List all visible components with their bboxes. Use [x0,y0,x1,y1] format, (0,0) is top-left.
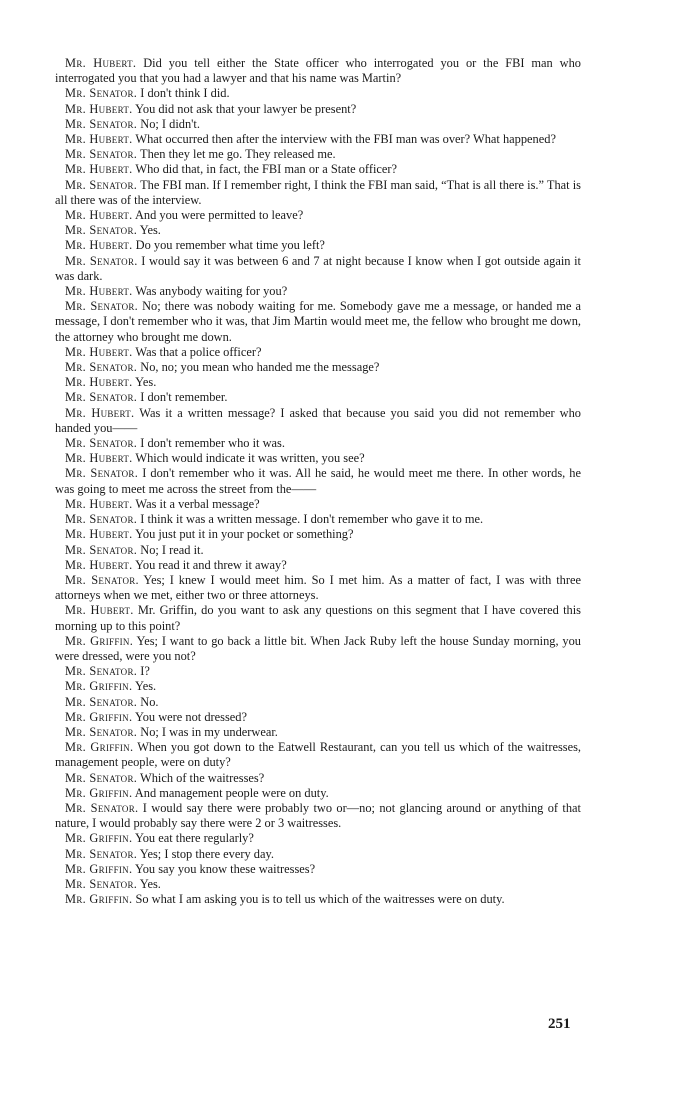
utterance-text: No; I was in my underwear. [140,724,278,739]
testimony-paragraph [55,117,581,132]
utterance-text: Yes; I stop there every day. [139,846,274,861]
testimony-paragraph [55,360,581,375]
speaker-name: Mr. Hubert. [65,375,133,390]
utterance-text: Which of the waitresses? [140,770,265,785]
testimony-paragraph [55,132,581,147]
utterance-text: Yes; I knew I would meet him. So I met him. As a matter of fact, I was with three attorneys when we met, either two or three attorneys. [55,572,582,603]
testimony-paragraph [55,162,581,177]
utterance-text: You were not dressed? [135,709,247,724]
utterance-text: I don't remember. [140,390,228,405]
utterance-text: Yes. [135,679,157,694]
testimony-paragraph [55,102,581,117]
utterance-text: I don't remember who it was. All he said, he would meet me there. In other words, he was going to meet me across the street from the—— [55,466,581,496]
speaker-name: Mr. Senator. [65,466,139,481]
utterance-text: What occurred then after the interview with the FBI man was over? What happened? [135,132,556,147]
speaker-name: Mr. Senator. [65,664,138,679]
testimony-paragraph [55,695,581,710]
speaker-name: Mr. Griffin. [65,861,133,876]
testimony-paragraph [55,451,581,466]
page-number: 251 [548,1016,571,1032]
utterance-text: So what I am asking you is to tell us which of the waitresses were on duty. [135,892,505,907]
utterance-text: No; there was nobody waiting for me. Somebody gave me a message, or handed me a message, I don't remember who it was, that Jim Martin would meet me, the fellow who brought me down, the attorney who brought me down. [55,299,581,344]
testimony-paragraph [55,299,581,345]
testimony-paragraph [55,345,581,360]
testimony-paragraph [55,375,581,390]
testimony-paragraph [55,527,581,542]
speaker-name: Mr. Senator. [65,147,138,162]
speaker-name: Mr. Senator. [65,724,138,739]
utterance-text: I don't remember who it was. [140,436,285,451]
utterance-text: Do you remember what time you left? [135,238,325,253]
speaker-name: Mr. Hubert. [65,162,133,177]
utterance-text: Yes. [139,876,161,891]
speaker-name: Mr. Senator. [65,572,139,587]
speaker-name: Mr. Hubert. [65,405,135,420]
testimony-paragraph [55,406,581,436]
utterance-text: I would say it was between 6 and 7 at night because I know when I got outside again it was dark. [55,253,581,283]
testimony-paragraph [55,86,581,101]
testimony-paragraph [55,543,581,558]
speaker-name: Mr. Griffin. [65,740,134,755]
speaker-name: Mr. Hubert. [65,344,133,359]
testimony-paragraph [55,147,581,162]
testimony-paragraph [55,512,581,527]
utterance-text: Then they let me go. They released me. [140,147,336,162]
utterance-text: Mr. Griffin, do you want to ask any questions on this segment that I have covered this morning up to this point? [55,603,581,633]
speaker-name: Mr. Griffin. [65,892,133,907]
utterance-text: I think it was a written message. I don't remember who gave it to me. [140,512,484,527]
utterance-text: And you were permitted to leave? [134,208,304,223]
speaker-name: Mr. Senator. [65,800,139,815]
speaker-name: Mr. Senator. [65,694,138,709]
speaker-name: Mr. Senator. [65,299,139,314]
testimony-paragraph [55,740,581,770]
testimony-paragraph [55,497,581,512]
utterance-text: I don't think I did. [140,86,230,101]
testimony-paragraph [55,558,581,573]
utterance-text: When you got down to the Eatwell Restaurant, can you tell us which of the waitresses, management people, were on duty? [55,740,582,770]
testimony-paragraph [55,284,581,299]
speaker-name: Mr. Hubert. [65,557,133,572]
testimony-paragraph [55,603,581,633]
speaker-name: Mr. Hubert. [65,56,137,70]
testimony-paragraph [55,223,581,238]
testimony-paragraph [55,238,581,253]
utterance-text: You read it and threw it away? [135,557,287,572]
testimony-paragraph [55,664,581,679]
speaker-name: Mr. Senator. [65,390,138,405]
utterance-text: You just put it in your pocket or something? [135,527,354,542]
testimony-paragraph [55,862,581,877]
utterance-text: Was it a written message? I asked that because you said you did not remember who handed you—— [55,405,581,435]
speaker-name: Mr. Hubert. [65,101,133,116]
speaker-name: Mr. Hubert. [65,238,133,253]
testimony-paragraph [55,436,581,451]
testimony-paragraph [55,573,581,603]
speaker-name: Mr. Griffin. [65,831,133,846]
speaker-name: Mr. Griffin. [65,709,133,724]
testimony-paragraph [55,831,581,846]
utterance-text: You did not ask that your lawyer be present? [135,101,357,116]
speaker-name: Mr. Senator. [65,223,138,238]
utterance-text: Was it a verbal message? [135,496,260,511]
speaker-name: Mr. Hubert. [65,132,133,147]
speaker-name: Mr. Hubert. [65,208,133,223]
speaker-name: Mr. Griffin. [65,785,133,800]
speaker-name: Mr. Hubert. [65,451,133,466]
speaker-name: Mr. Senator. [65,253,138,268]
utterance-text: Yes. [139,223,161,238]
utterance-text: The FBI man. If I remember right, I think the FBI man said, “That is all there is.” That is all there was of the interview. [55,177,582,207]
utterance-text: No, no; you mean who handed me the message? [140,360,380,375]
utterance-text: Did you tell either the State officer who interrogated you or the FBI man who interrogated you that you had a lawyer and that his name was Martin? [55,56,581,86]
utterance-text: I? [140,664,150,679]
testimony-paragraph [55,254,581,284]
utterance-text: Which would indicate it was written, you see? [135,451,365,466]
testimony-paragraph [55,801,581,831]
testimony-paragraph [55,466,581,496]
testimony-paragraph [55,771,581,786]
testimony-paragraph [55,877,581,892]
utterance-text: Yes; I want to go back a little bit. When Jack Ruby left the house Sunday morning, you were dressed, were you not? [55,633,582,663]
speaker-name: Mr. Senator. [65,86,138,101]
speaker-name: Mr. Senator. [65,436,138,451]
testimony-paragraph [55,634,581,664]
testimony-paragraph [55,56,581,86]
testimony-paragraph [55,786,581,801]
speaker-name: Mr. Senator. [65,876,138,891]
speaker-name: Mr. Griffin. [65,679,133,694]
utterance-text: I would say there were probably two or—no; not glancing around or anything of that nature, I would probably say there were 2 or 3 waitresses. [55,800,581,831]
testimony-paragraph [55,679,581,694]
speaker-name: Mr. Senator. [65,177,138,192]
speaker-name: Mr. Hubert. [65,496,133,511]
utterance-text: Was anybody waiting for you? [135,284,288,299]
utterance-text: And management people were on duty. [134,785,329,800]
utterance-text: Who did that, in fact, the FBI man or a State officer? [135,162,398,177]
speaker-name: Mr. Senator. [65,770,138,785]
utterance-text: No; I read it. [140,542,204,557]
utterance-text: You say you know these waitresses? [135,861,316,876]
utterance-text: No. [140,694,159,709]
transcript-body [55,56,581,907]
speaker-name: Mr. Senator. [65,360,138,375]
speaker-name: Mr. Hubert. [65,603,134,618]
utterance-text: You eat there regularly? [135,831,254,846]
testimony-paragraph [55,892,581,907]
speaker-name: Mr. Senator. [65,512,138,527]
testimony-paragraph [55,725,581,740]
speaker-name: Mr. Senator. [65,846,138,861]
speaker-name: Mr. Senator. [65,116,138,131]
testimony-paragraph [55,847,581,862]
speaker-name: Mr. Hubert. [65,284,133,299]
utterance-text: Yes. [135,375,157,390]
testimony-paragraph [55,178,581,208]
speaker-name: Mr. Hubert. [65,527,133,542]
utterance-text: No; I didn't. [140,116,200,131]
speaker-name: Mr. Senator. [65,542,138,557]
testimony-paragraph [55,710,581,725]
utterance-text: Was that a police officer? [135,344,262,359]
testimony-paragraph [55,208,581,223]
speaker-name: Mr. Griffin. [65,633,134,648]
testimony-paragraph [55,390,581,405]
